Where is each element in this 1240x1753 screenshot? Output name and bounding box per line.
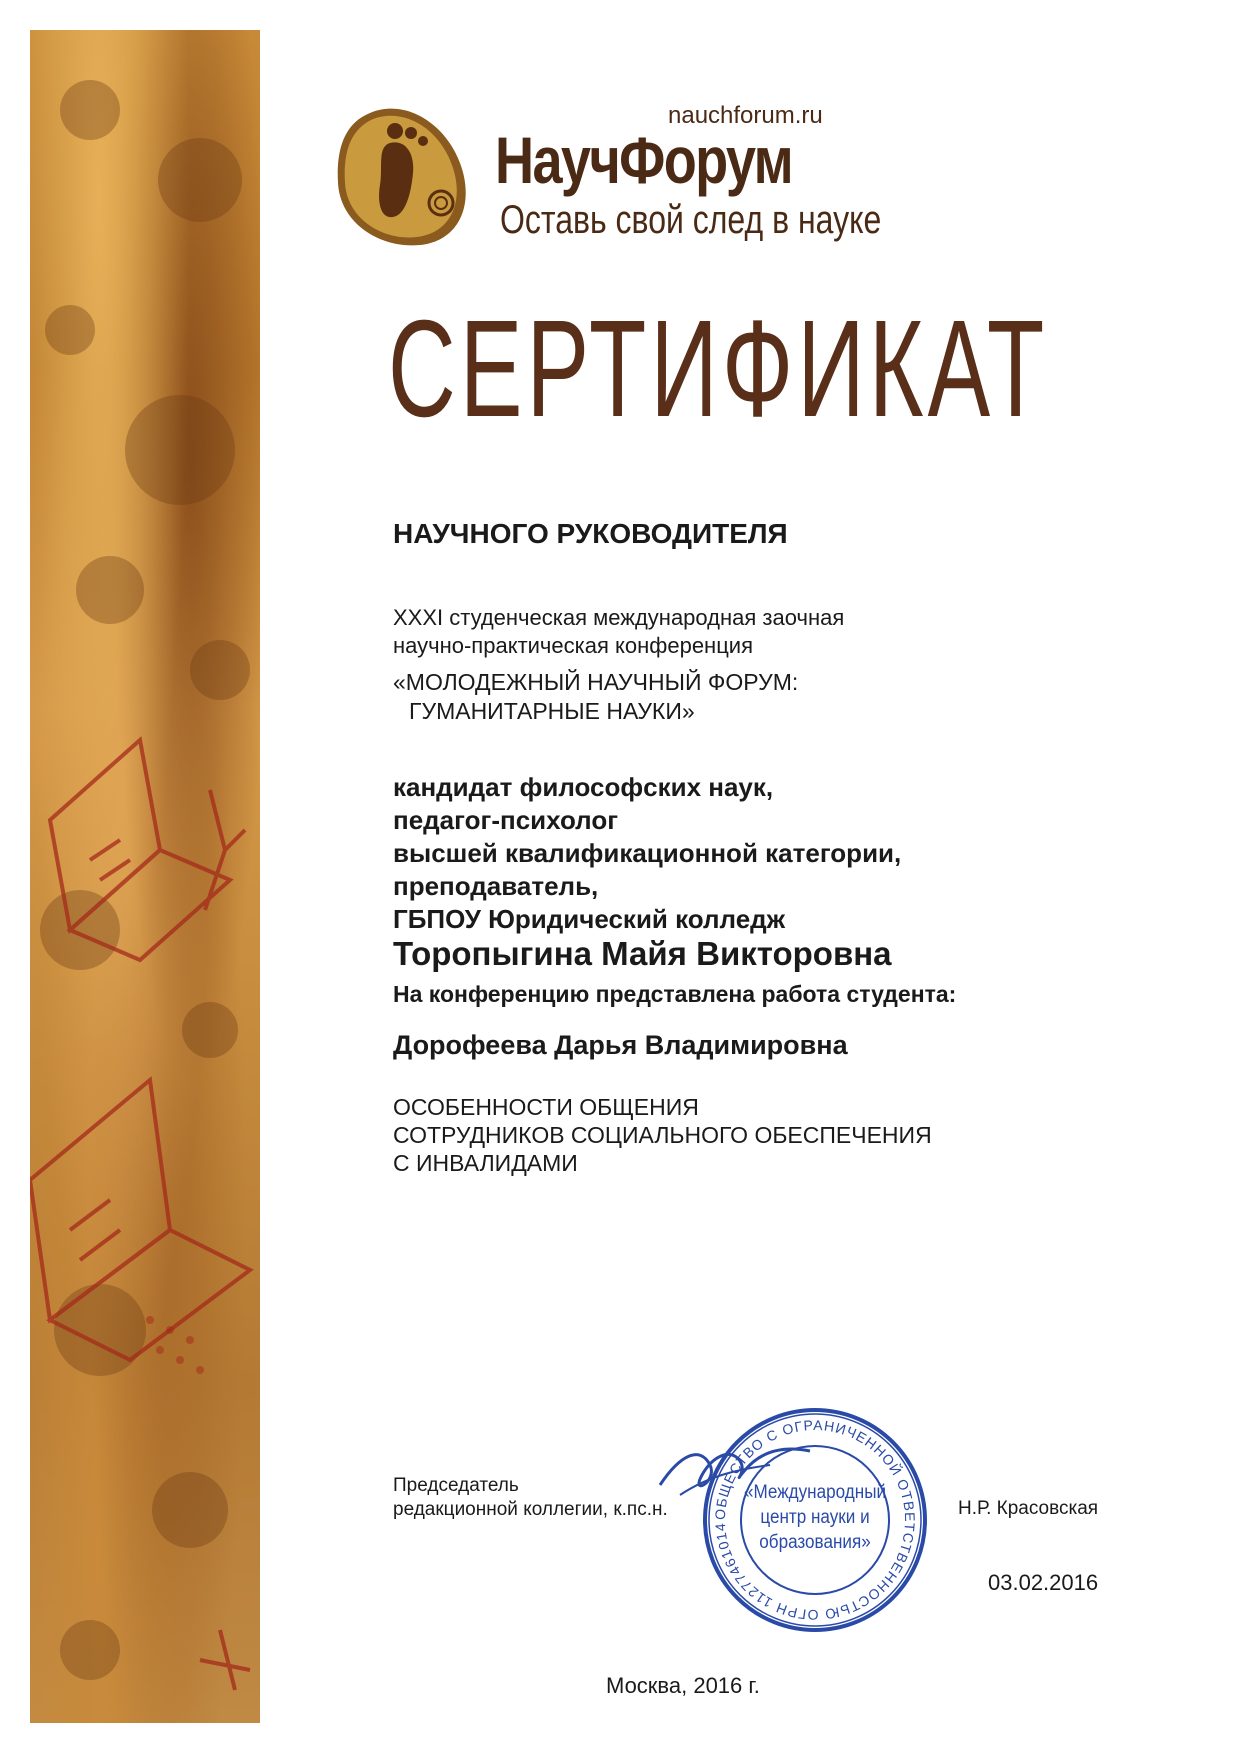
supervisor-credentials	[393, 771, 901, 936]
conference-line: XXXI студенческая международная заочная	[393, 605, 845, 630]
credential-line: преподаватель,	[393, 871, 599, 901]
chair-name: Н.Р. Красовская	[958, 1498, 1099, 1519]
seal-line: «Международный	[743, 1482, 887, 1503]
decorative-stripe	[30, 30, 260, 1723]
credential-line: высшей квалификационной категории,	[393, 838, 902, 868]
chair-line: редакционной коллегии, к.пс.н.	[393, 1499, 668, 1520]
chair-line: Председатель	[393, 1475, 519, 1496]
chair-title	[393, 1474, 668, 1522]
credential-line: ГБПОУ Юридический колледж	[393, 904, 786, 934]
brand-slogan: Оставь свой след в науке	[500, 198, 882, 242]
conference-name-line: «МОЛОДЕЖНЫЙ НАУЧНЫЙ ФОРУМ:	[393, 669, 799, 695]
presented-text: На конференцию представлена работа студента:	[393, 981, 957, 1007]
student-name: Дорофеева Дарья Владимировна	[393, 1030, 848, 1060]
conference-name	[393, 668, 798, 726]
brand-name: НаучФорум	[495, 123, 792, 197]
topic-line: ОСОБЕННОСТИ ОБЩЕНИЯ	[393, 1094, 699, 1120]
issue-date: 03.02.2016	[988, 1570, 1099, 1595]
credential-line: педагог-психолог	[393, 805, 619, 835]
conference-name-line: ГУМАНИТАРНЫЕ НАУКИ»	[409, 698, 695, 724]
topic-line: СОТРУДНИКОВ СОЦИАЛЬНОГО ОБЕСПЕЧЕНИЯ	[393, 1122, 932, 1148]
footprint-emblem-icon	[335, 103, 475, 248]
issue-city: Москва, 2016 г.	[606, 1673, 760, 1698]
site-url: nauchforum.ru	[668, 102, 823, 129]
credential-line: кандидат философских наук,	[393, 772, 774, 802]
topic-line: С ИНВАЛИДАМИ	[393, 1150, 578, 1176]
conference-line: научно-практическая конференция	[393, 633, 754, 658]
seal-line: центр науки и	[760, 1507, 870, 1528]
signature-icon	[650, 1425, 820, 1515]
supervisor-name: Торопыгина Майя Викторовна	[393, 935, 892, 972]
rock-art-pattern	[30, 30, 260, 1723]
certificate-title: СЕРТИФИКАТ	[388, 292, 1049, 446]
certificate-role: НАУЧНОГО РУКОВОДИТЕЛЯ	[393, 518, 788, 549]
conference-description	[393, 604, 844, 660]
work-topic	[393, 1093, 932, 1177]
seal-line: образования»	[759, 1532, 871, 1553]
seal-ring-text: ОБЩЕСТВО С ОГРАНИЧЕННОЙ ОТВЕТСТВЕННОСТЬЮ ОГРН 11277461014	[711, 1416, 919, 1624]
